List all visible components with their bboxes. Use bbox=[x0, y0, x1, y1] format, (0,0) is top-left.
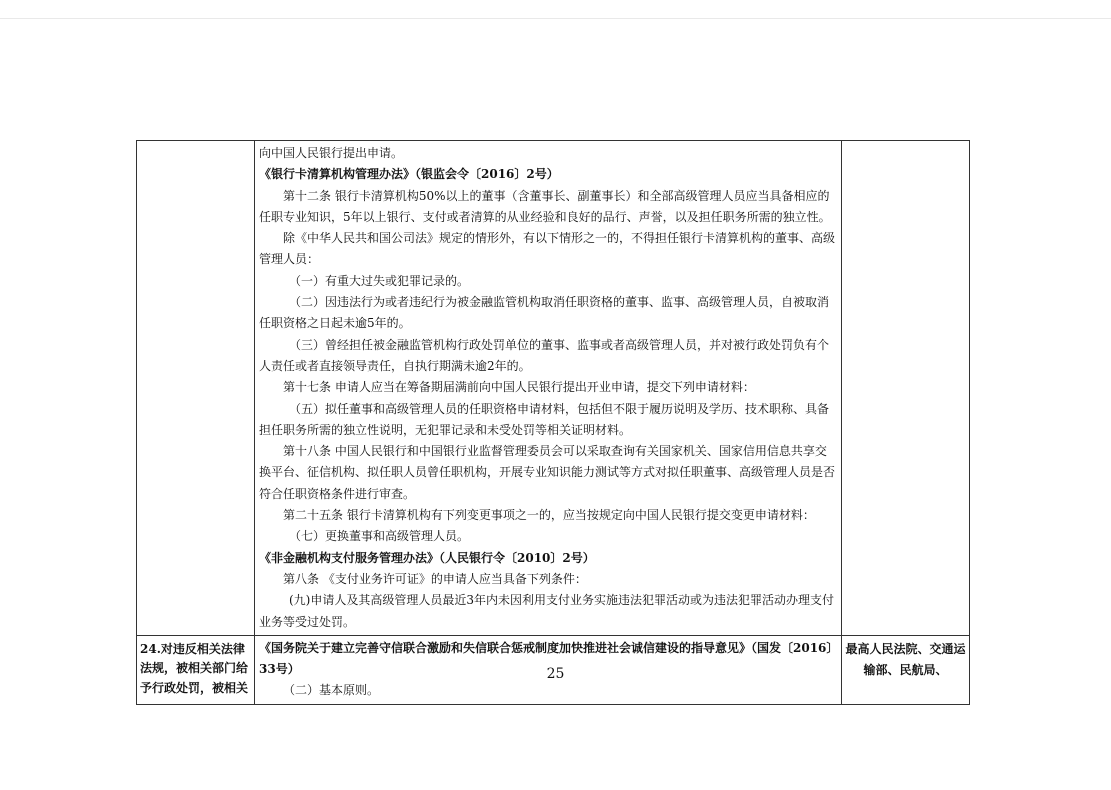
implementing-departments: 最高人民法院、交通运输部、民航局、 bbox=[845, 641, 966, 677]
paragraph: (九)申请人及其高级管理人员最近3年内未因利用支付业务实施违法犯罪活动或为违法犯罪活动办理支付业务等受过处罚。 bbox=[259, 593, 835, 629]
paragraph: （二）因违法行为或者违纪行为被金融监管机构取消任职资格的董事、监事、高级管理人员，自被取消任职资格之日起未逾5年的。 bbox=[259, 295, 830, 331]
paragraph: 《非金融机构支付服务管理办法》（人民银行令〔2010〕2号） bbox=[259, 550, 595, 565]
paragraph: 《国务院关于建立完善守信联合激励和失信联合惩戒制度加快推进社会诚信建设的指导意见》（国发〔2016〕33号） bbox=[259, 640, 833, 677]
paragraph: 第十七条 申请人应当在筹备期届满前向中国人民银行提出开业申请，提交下列申请材料： bbox=[283, 380, 755, 395]
paragraph: 除《中华人民共和国公司法》规定的情形外，有以下情形之一的，不得担任银行卡清算机构的董事、高级管理人员： bbox=[259, 231, 836, 267]
measure-item-label: 24.对违反相关法律法规，被相关部门给予行政处罚，被相关 bbox=[140, 641, 249, 695]
paragraph: 第八条 《支付业务许可证》的申请人应当具备下列条件： bbox=[283, 571, 587, 586]
paragraph: 向中国人民银行提出申请。 bbox=[259, 146, 404, 160]
row1-content-cell bbox=[255, 141, 842, 636]
paragraph: 第二十五条 银行卡清算机构有下列变更事项之一的，应当按规定向中国人民银行提交变更申请材料： bbox=[283, 508, 815, 523]
page-number: 25 bbox=[546, 666, 565, 682]
regulation-table bbox=[136, 140, 970, 705]
paragraph: （一）有重大过失或犯罪记录的。 bbox=[289, 273, 470, 288]
paragraph: 第十二条 银行卡清算机构50%以上的董事（含董事长、副董事长）和全部高级管理人员应当具备相应的任职专业知识，5年以上银行、支付或者清算的从业经验和良好的品行、声誉，以及担任职务所需的独立性。 bbox=[259, 188, 831, 224]
paragraph: 第十八条 中国人民银行和中国银行业监督管理委员会可以采取查询有关国家机关、国家信用信息共享交换平台、征信机构、拟任职人员曾任职机构，开展专业知识能力测试等方式对拟任职董事、高级管理人员是否符合任职资格条件进行审查。 bbox=[259, 444, 836, 501]
paragraph: （二）基本原则。 bbox=[283, 683, 380, 698]
row1-left-cell bbox=[137, 141, 255, 636]
row1-right-cell bbox=[842, 141, 970, 636]
paragraph: （七）更换董事和高级管理人员。 bbox=[289, 529, 470, 544]
paragraph: （三）曾经担任被金融监管机构行政处罚单位的董事、监事或者高级管理人员，并对被行政处罚负有个人责任或者直接领导责任，自执行期满未逾2年的。 bbox=[259, 337, 830, 373]
scan-edge-line bbox=[0, 18, 1111, 19]
table-row bbox=[137, 141, 970, 636]
row1-content bbox=[255, 141, 841, 635]
paragraph: 《银行卡清算机构管理办法》（银监会令〔2016〕2号） bbox=[259, 167, 559, 182]
paragraph: （五）拟任董事和高级管理人员的任职资格申请材料，包括但不限于履历说明及学历、技术职称、具备担任职务所需的独立性说明，无犯罪记录和未受处罚等相关证明材料。 bbox=[259, 401, 830, 437]
